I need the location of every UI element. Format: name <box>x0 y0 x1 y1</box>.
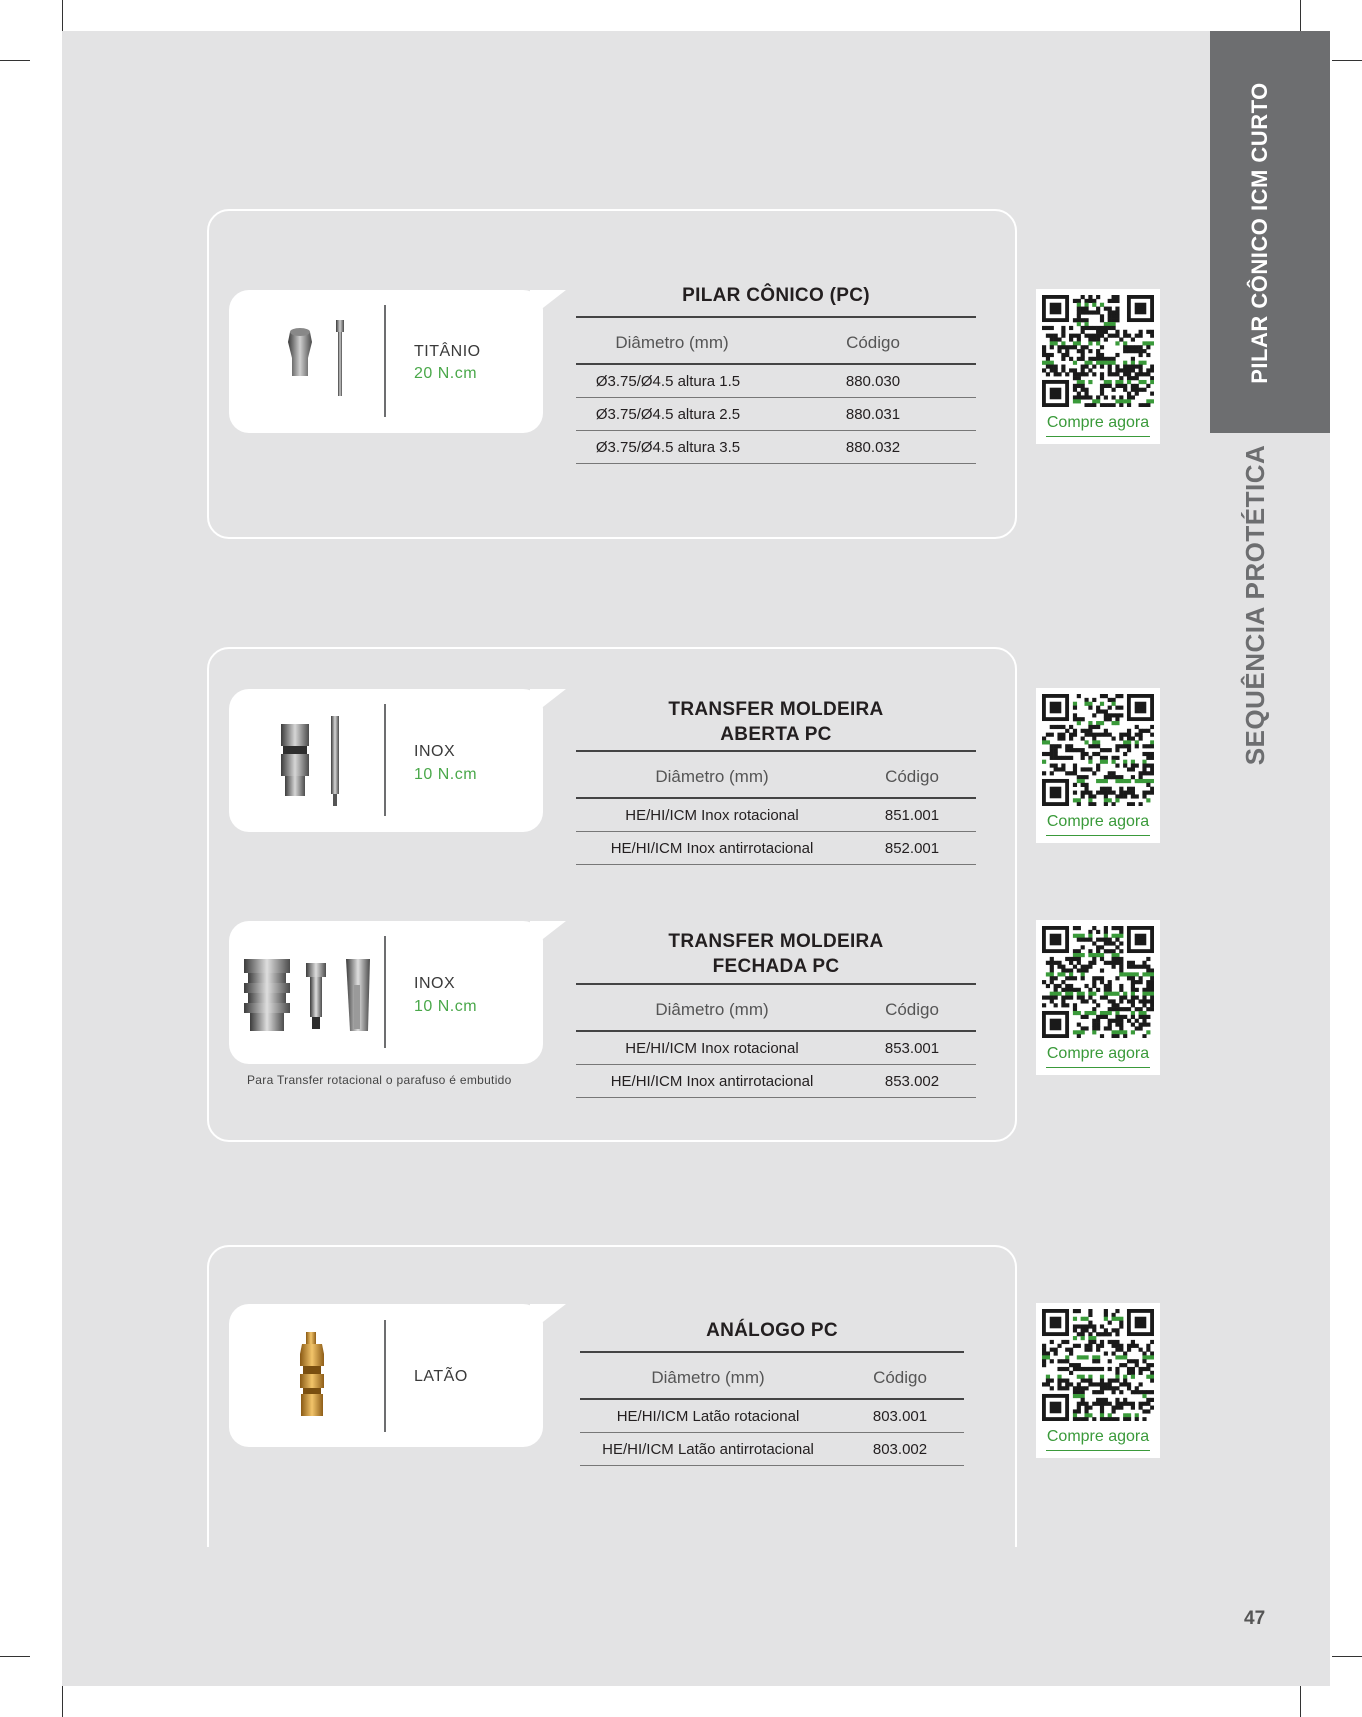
card-tab <box>530 689 570 719</box>
link-underline <box>1046 1067 1150 1068</box>
table-rule <box>580 1351 964 1353</box>
table-cell-desc: HE/HI/ICM Inox antirrotacional <box>610 1073 814 1090</box>
table-cell-desc: Ø3.75/Ø4.5 altura 2.5 <box>595 406 741 423</box>
link-underline <box>1046 835 1150 836</box>
product-card-1 <box>229 290 543 433</box>
qr-code-icon <box>1042 1309 1154 1421</box>
card-divider <box>384 704 386 816</box>
table-rule <box>576 363 976 365</box>
table-cell-code: 880.032 <box>845 439 901 456</box>
chapter-title: SEQUÊNCIA PROTÉTICA <box>1240 444 1270 766</box>
product-title: PILAR CÔNICO (PC) <box>682 285 870 306</box>
column-header-diameter: Diâmetro (mm) <box>615 333 729 352</box>
product-title: TRANSFER MOLDEIRA <box>668 699 884 720</box>
crop-mark <box>1332 1656 1362 1657</box>
table-cell-desc: HE/HI/ICM Latão rotacional <box>616 1408 800 1425</box>
table-rule <box>576 1030 976 1032</box>
column-header-code: Código <box>846 333 900 352</box>
table-rule <box>576 983 976 985</box>
table-rule <box>576 463 976 464</box>
table-cell-code: 853.001 <box>884 1040 940 1057</box>
buy-now-link[interactable]: Compre agora <box>1046 414 1150 431</box>
table-rule <box>580 1465 964 1466</box>
crop-mark <box>62 0 63 31</box>
torque-label: 10 N.cm <box>414 998 478 1015</box>
table-rule <box>576 750 976 752</box>
column-header-code: Código <box>873 1368 927 1387</box>
table-cell-code: 853.002 <box>884 1073 940 1090</box>
qr-code-icon <box>1042 295 1154 407</box>
torque-label: 20 N.cm <box>414 365 478 382</box>
table-rule <box>576 430 976 431</box>
card-divider <box>384 1320 386 1432</box>
table-cell-code: 852.001 <box>884 840 940 857</box>
table-rule <box>576 797 976 799</box>
page-number: 47 <box>1244 1608 1266 1629</box>
product-title: ANÁLOGO PC <box>706 1320 838 1341</box>
buy-now-link[interactable]: Compre agora <box>1046 1045 1150 1062</box>
card-tab <box>530 1304 570 1334</box>
product-card-4 <box>229 1304 543 1447</box>
table-rule <box>580 1398 964 1400</box>
table-rule <box>576 1064 976 1065</box>
crop-mark <box>1332 60 1362 61</box>
qr-code-link[interactable] <box>1036 1303 1160 1458</box>
table-rule <box>576 1097 976 1098</box>
material-label: INOX <box>414 975 456 992</box>
table-cell-code: 880.031 <box>845 406 901 423</box>
card-divider <box>384 305 386 417</box>
column-header-diameter: Diâmetro (mm) <box>655 1000 769 1019</box>
section-title: PILAR CÔNICO ICM CURTO <box>1247 82 1272 384</box>
analog-image <box>292 1328 332 1420</box>
product-title: TRANSFER MOLDEIRA <box>668 931 884 952</box>
column-header-code: Código <box>885 767 939 786</box>
table-rule <box>576 397 976 398</box>
table-cell-desc: HE/HI/ICM Inox rotacional <box>625 1040 799 1057</box>
card-tab <box>530 290 570 320</box>
qr-code-link[interactable] <box>1036 289 1160 444</box>
crop-mark <box>0 1656 30 1657</box>
link-underline <box>1046 436 1150 437</box>
qr-code-icon <box>1042 926 1154 1038</box>
table-cell-desc: HE/HI/ICM Latão antirrotacional <box>602 1441 814 1458</box>
table-rule <box>576 316 976 318</box>
torque-label: 10 N.cm <box>414 766 478 783</box>
transfer-closed-image <box>240 955 376 1037</box>
table-rule <box>576 864 976 865</box>
table-cell-desc: HE/HI/ICM Inox rotacional <box>625 807 799 824</box>
table-cell-desc: Ø3.75/Ø4.5 altura 1.5 <box>595 373 741 390</box>
abutment-image <box>280 318 360 400</box>
material-label: TITÂNIO <box>414 343 481 360</box>
qr-code-icon <box>1042 694 1154 806</box>
buy-now-link[interactable]: Compre agora <box>1046 1428 1150 1445</box>
buy-now-link[interactable]: Compre agora <box>1046 813 1150 830</box>
table-rule <box>576 831 976 832</box>
table-cell-code: 803.001 <box>872 1408 928 1425</box>
transfer-open-image <box>275 712 365 808</box>
crop-mark <box>0 60 30 61</box>
product-title: ABERTA PC <box>720 724 832 745</box>
table-rule <box>580 1432 964 1433</box>
table-cell-code: 851.001 <box>884 807 940 824</box>
table-cell-code: 803.002 <box>872 1441 928 1458</box>
crop-mark <box>1300 1686 1301 1717</box>
card-tab <box>530 921 570 951</box>
table-cell-desc: HE/HI/ICM Inox antirrotacional <box>610 840 814 857</box>
column-header-diameter: Diâmetro (mm) <box>655 767 769 786</box>
qr-code-link[interactable] <box>1036 688 1160 843</box>
product-title: FECHADA PC <box>712 956 840 977</box>
table-cell-code: 880.030 <box>845 373 901 390</box>
crop-mark <box>62 1686 63 1717</box>
card-divider <box>384 936 386 1048</box>
crop-mark <box>1300 0 1301 31</box>
material-label: LATÃO <box>414 1368 468 1385</box>
product-note: Para Transfer rotacional o parafuso é embutido <box>247 1073 512 1087</box>
material-label: INOX <box>414 743 456 760</box>
column-header-diameter: Diâmetro (mm) <box>651 1368 765 1387</box>
column-header-code: Código <box>885 1000 939 1019</box>
link-underline <box>1046 1450 1150 1451</box>
qr-code-link[interactable] <box>1036 920 1160 1075</box>
table-cell-desc: Ø3.75/Ø4.5 altura 3.5 <box>595 439 741 456</box>
